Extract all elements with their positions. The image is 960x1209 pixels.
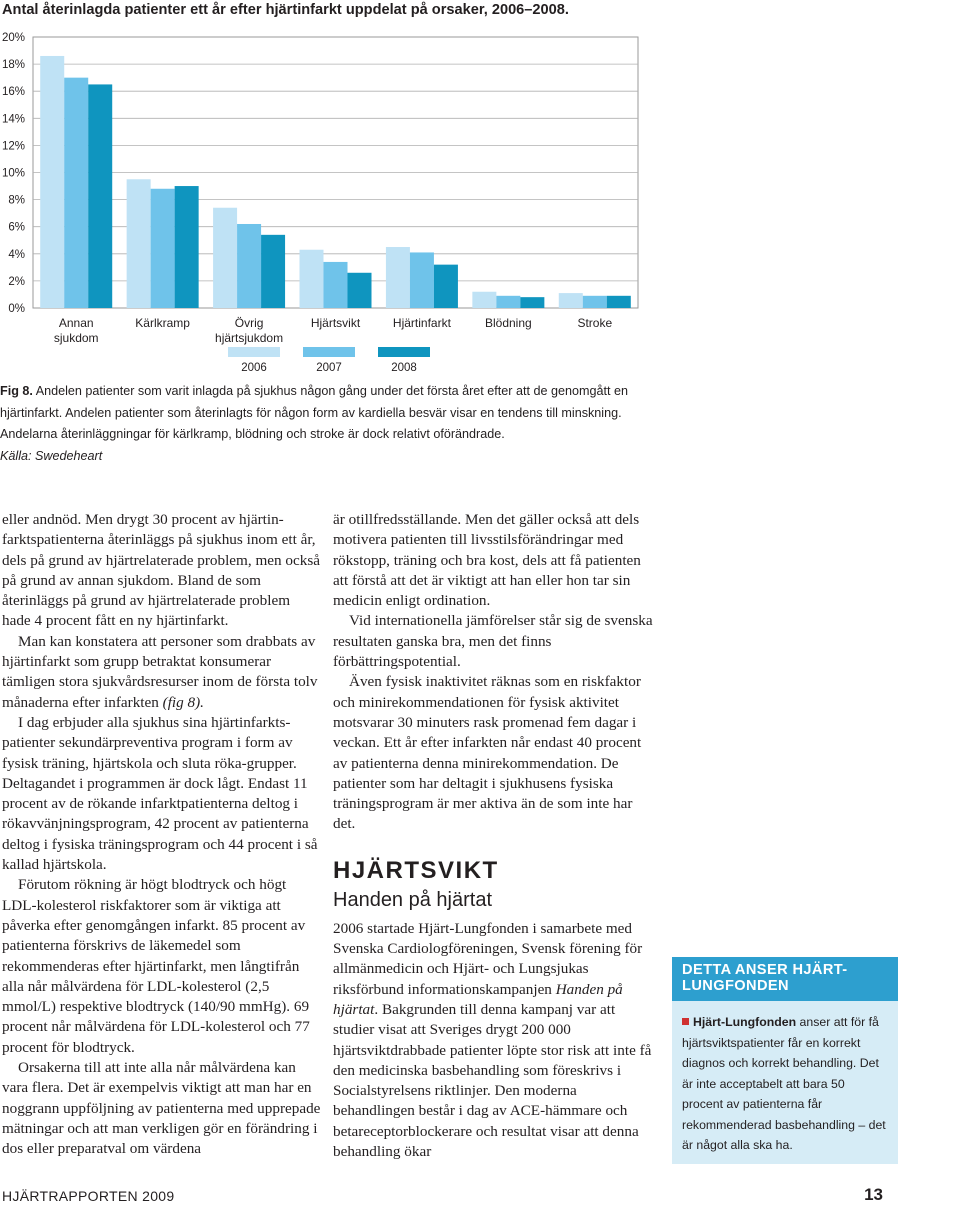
col2-p4-campaign-name: Handen på hjärtat <box>333 980 623 1018</box>
x-category-label: Kärlkramp <box>135 316 190 330</box>
infobox-title: DETTA ANSER HJÄRT-LUNGFONDEN <box>672 957 898 1001</box>
page-number: 13 <box>864 1185 883 1204</box>
col2-paragraph-3: Även fysisk inaktivitet räknas som en riskfaktor och minirekommendationen för fysisk aktivitet motsvarar 30 minuters rask promenad fem dagar i veckan. Ett år efter infarkten når endast 40 procent av patienterna denna minirekommendation. De patienter som har deltagit i sjukhusens fysiska träningsprogram är mer aktiva än de som inte har det. <box>333 673 642 833</box>
x-category-label: Övrig hjärtsjukdom <box>215 316 284 345</box>
col2-p4-text-a: 2006 startade Hjärt-Lungfonden i samarbete med Svenska Cardiologföreningen, Svensk förening för allmänmedicin och Hjärt- och Lungsjukas riksförbund informationskampanjen <box>333 919 643 998</box>
text-column-1 <box>2 510 322 1160</box>
square-bullet-icon <box>682 1018 689 1025</box>
x-category-label: Hjärtinfarkt <box>392 316 451 330</box>
section-heading: HJÄRTSVIKT <box>333 856 499 884</box>
section-subheading: Handen på hjärtat <box>333 888 493 911</box>
col2-p4-text-b: . Bakgrunden till denna kampanj var att studier visat att Sveriges drygt 200 000 hjärtsviktdrabbade patienter löpte stor risk att inte få den medicinska basbehandling som föreskrivs i Socialstyrelsens riktlinjer. Den moderna behandlingen består i dag av ACE-hämmare och betareceptorblockerare och resultat visar att denna behandling ökar <box>333 1000 652 1161</box>
bar <box>496 296 520 308</box>
y-tick-label: 6% <box>8 221 25 234</box>
bar <box>607 296 631 308</box>
col1-p2-text: Man kan konstatera att personer som drabbats av hjärtinfarkt som grupp betraktat konsumerar tämligen stora sjukvårdsresurser inom de första tolv månaderna efter infarkten <box>2 632 318 711</box>
y-tick-label: 18% <box>1 59 25 72</box>
legend-swatch <box>228 347 280 357</box>
y-tick-label: 14% <box>1 113 25 126</box>
bar <box>386 247 410 308</box>
y-tick-label: 0% <box>8 303 25 315</box>
footer-publication: HJÄRTRAPPORTEN 2009 <box>2 1188 175 1204</box>
legend-swatch <box>378 347 430 357</box>
y-tick-label: 12% <box>1 140 25 153</box>
y-tick-label: 20% <box>1 32 25 44</box>
bar <box>559 293 583 308</box>
figure-title: Antal återinlagda patienter ett år efter hjärtinfarkt uppdelat på orsaker, 2006–2008. <box>2 2 569 18</box>
col1-paragraph-3: I dag erbjuder alla sjukhus sina hjärtinfarktspatienter sekundärpreventiva program i form av fysisk träning, hjärtskola och sluta röka-grupper. Deltagandet i programmen är dock lågt. Endast 11 procent av de rökande infarktpatienterna deltog i rökavvänjningsprogram, 42 procent av patienterna deltog i fysiska träningsprogram och 44 procent i så kallad hjärtskola. <box>2 713 318 874</box>
bar <box>261 235 285 308</box>
bar <box>213 208 237 308</box>
legend-label: 2008 <box>391 362 417 374</box>
bar-chart <box>0 28 660 378</box>
col2-paragraph-2: Vid internationella jämförelser står sig de svenska resultaten ganska bra, men det finns förbättringspotential. <box>333 612 653 671</box>
legend-swatch <box>303 347 355 357</box>
bar <box>434 265 458 308</box>
bar <box>472 292 496 308</box>
bar <box>64 78 88 308</box>
bar <box>348 273 372 308</box>
bar <box>88 84 112 308</box>
col1-paragraph-5: Orsakerna till att inte alla når målvärdena kan vara flera. Det är exempelvis viktigt att man har en noggrann uppföljning av patienterna med upprepade mätningar och att man verkligen gör en förändring i dos eller preparatval om värdena <box>2 1059 321 1158</box>
col2-paragraph-1: är otillfredsställande. Men det gäller också att dels motivera patienten till livsstilsförändringar med rökstopp, träning och bra kost, dels att få patienten att förstå att det är viktigt att han eller hon tar sin medicin enligt ordination. <box>333 511 641 610</box>
bar <box>237 224 261 308</box>
x-category-label: Blödning <box>484 316 532 330</box>
caption-source: Källa: Swedeheart <box>0 448 103 463</box>
x-category-label: Hjärtsvikt <box>310 316 361 330</box>
legend-label: 2006 <box>241 362 267 374</box>
figure-caption <box>0 381 640 467</box>
infobox-body <box>672 1001 898 1156</box>
bar <box>324 262 348 308</box>
col1-paragraph-1: eller andnöd. Men drygt 30 procent av hjärtinfarktspatienterna återinläggs på sjukhus inom ett år, dels på grund av hjärtrelaterade problem, men också på grund av annan sjukdom. Bland de som återinläggs på grund av hjärtrelaterade problem hade 4 procent fått en ny hjärtinfarkt. <box>2 511 320 630</box>
bar <box>151 189 175 308</box>
col1-paragraph-2 <box>2 632 322 713</box>
infobox <box>672 957 898 1164</box>
col1-p2-figure-ref: (fig 8). <box>162 693 204 711</box>
bar <box>410 252 434 308</box>
legend-label: 2007 <box>316 362 342 374</box>
x-category-label: Annan sjukdom <box>53 316 99 345</box>
infobox-text: anser att för få hjärtsviktspatienter får en korrekt diagnos och korrekt behandling. Det är inte acceptabelt att bara 50 procent av patienterna får rekommenderad basbehandling – det är något alla ska ha. <box>682 1015 886 1152</box>
bar <box>300 250 324 308</box>
y-tick-label: 2% <box>8 275 25 288</box>
y-tick-label: 10% <box>1 167 25 180</box>
bar <box>520 297 544 308</box>
figure-label: Fig 8. <box>0 384 33 398</box>
x-category-label: Stroke <box>577 316 613 330</box>
y-tick-label: 8% <box>8 194 25 207</box>
caption-text: Andelen patienter som varit inlagda på sjukhus någon gång under det första året efter att de genomgått en hjärtinfarkt. Andelen patienter som återinlagts för någon form av kardiella besvär visar en tendens till minskning. Andelarna återinläggningar för kärlkramp, blödning och stroke är dock relativt oförändrade. <box>0 384 628 441</box>
col1-paragraph-4: Förutom rökning är högt blodtryck och högt LDL-kolesterol riskfaktorer som är viktiga att påverka efter genomgången infarkt. 85 procent av patienterna förskrivs de läkemedel som rekommenderas efter hjärtinfarkt, men långtifrån alla når målvärdena för LDL-kolesterol (2,5 mmol/L) respektive blodtryck (140/90 mmHg). 69 procent når målvärdena för LDL-kolesterol och 77 procent för blodtryck. <box>2 876 310 1056</box>
col2-paragraph-4 <box>333 919 653 1163</box>
bar <box>175 186 199 308</box>
bar <box>127 179 151 308</box>
text-column-2 <box>333 510 653 1162</box>
y-tick-label: 4% <box>8 248 25 261</box>
infobox-lead: Hjärt-Lungfonden <box>693 1015 797 1029</box>
bar <box>583 296 607 308</box>
bar <box>40 56 64 308</box>
y-tick-label: 16% <box>1 86 25 99</box>
